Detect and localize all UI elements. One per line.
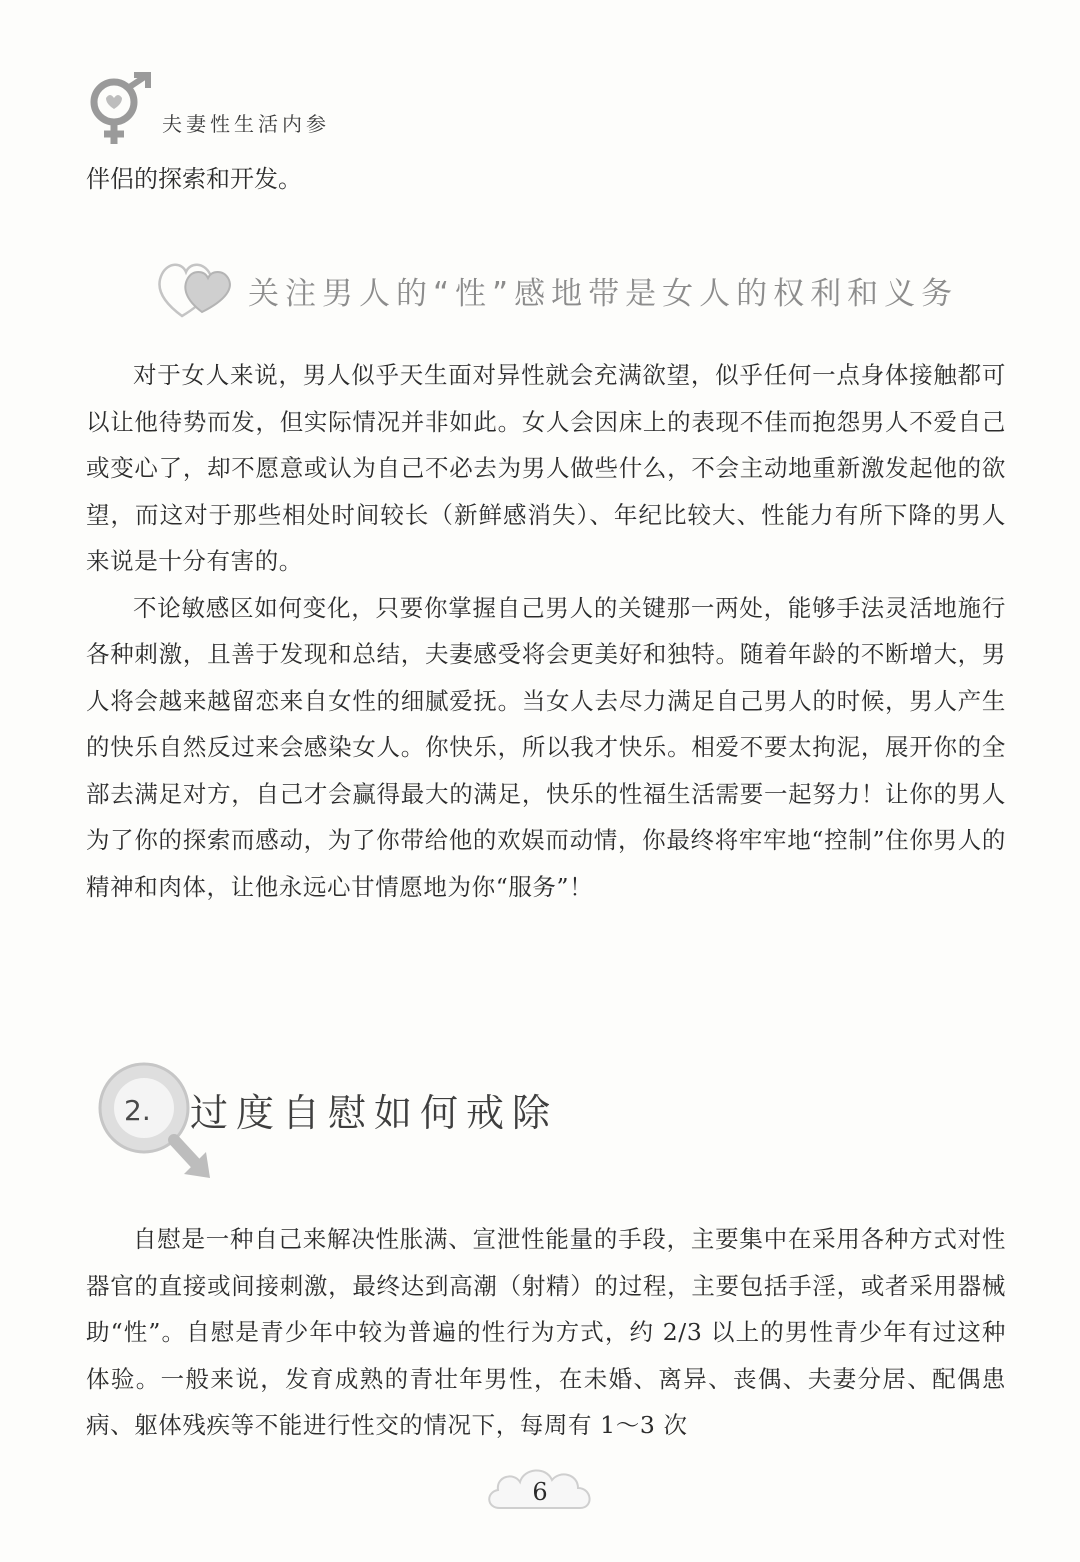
- paragraph: 不论敏感区如何变化，只要你掌握自己男人的关键那一两处，能够手法灵活地施行各种刺激，且善于发现和总结，夫妻感受将会更美好和独特。随着年龄的不断增大，男人将会越来越留恋来自女性的细腻爱抚。当女人去尽力满足自己男人的时候，男人产生的快乐自然反过来会感染女人。你快乐，所以我才快乐。相爱不要太拘泥，展开你的全部去满足对方，自己才会赢得最大的满足，快乐的性福生活需要一起努力！让你的男人为了你的探索而感动，为了你带给他的欢娱而动情，你最终将牢牢地“控制”住你男人的精神和肉体，让他永远心甘情愿地为你“服务”！: [86, 593, 1006, 901]
- page-footer: [480, 1458, 600, 1522]
- section-number: 2.: [124, 1094, 151, 1127]
- double-heart-icon: [156, 250, 236, 322]
- section-title: 过度自慰如何戒除: [190, 1091, 559, 1135]
- subsection-heading: [156, 250, 1016, 330]
- page-number: 6: [532, 1478, 548, 1506]
- paragraph: 自慰是一种自己来解决性胀满、宣泄性能量的手段，主要集中在采用各种方式对性器官的直接或间接刺激，最终达到高潮（射精）的过程，主要包括手淫，或者采用器械助“性”。自慰是青少年中较为普遍的性行为方式，约 2/3 以上的男性青少年有过这种体验。一般来说，发育成熟的青壮年男性，在未婚、离异、丧偶、夫妻分居、配偶患病、躯体残疾等不能进行性交的情况下，每周有 1～3 次: [86, 1225, 1006, 1439]
- book-title: 夫妻性生活内参: [162, 112, 330, 136]
- intro-line: 伴侣的探索和开发。: [86, 165, 302, 193]
- running-header: [84, 72, 484, 152]
- venus-mars-hearts-icon: [84, 72, 156, 148]
- section-heading: [86, 1048, 686, 1188]
- subsection-title: 关注男人的“性”感地带是女人的权利和义务: [248, 276, 959, 312]
- section-body: [86, 1216, 1006, 1449]
- paragraph: 对于女人来说，男人似乎天生面对异性就会充满欲望，似乎任何一点身体接触都可以让他待势而发，但实际情况并非如此。女人会因床上的表现不佳而抱怨男人不爱自己或变心了，却不愿意或认为自己不必去为男人做些什么，不会主动地重新激发起他的欲望，而这对于那些相处时间较长（新鲜感消失）、年纪比较大、性能力有所下降的男人来说是十分有害的。: [86, 361, 1006, 575]
- subsection-body: [86, 352, 1006, 910]
